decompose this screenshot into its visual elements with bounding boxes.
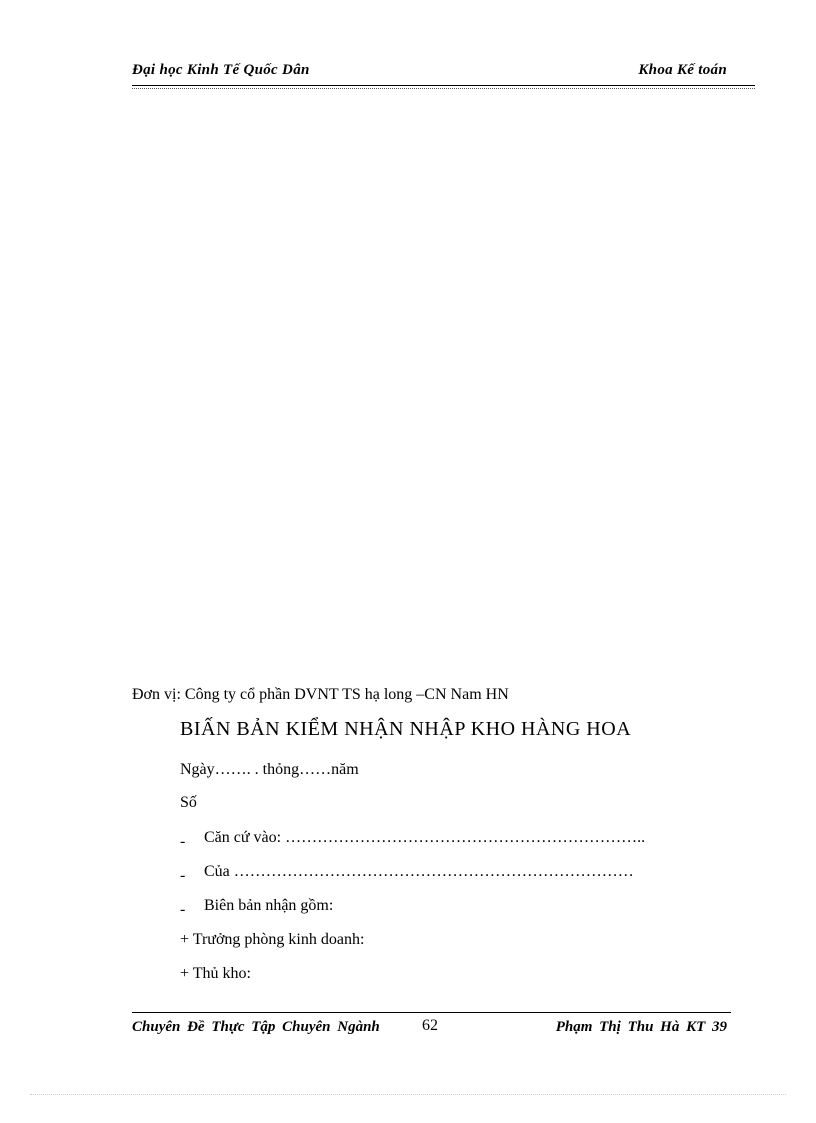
page-header [132, 60, 727, 84]
member-business-head: + Trưởng phòng kinh doanh: [180, 931, 365, 948]
header-dotted-rule [132, 88, 755, 89]
date-line: Ngày……. . thỏng……năm [180, 761, 359, 778]
bullet-mark: - [180, 833, 186, 850]
footer-author: Phạm Thị Thu Hà KT 39 [555, 1019, 727, 1035]
page-footer [132, 1017, 727, 1041]
bullet-text: Của ………………………………………………………………… [204, 863, 634, 880]
bullet-item-basis [180, 829, 646, 850]
bullet-text: Căn cứ vào: ………………………………………………………….. [204, 829, 646, 846]
header-faculty: Khoa Kế toán [638, 62, 727, 78]
header-university: Đại học Kinh Tế Quốc Dân [132, 62, 310, 78]
page-number: 62 [422, 1017, 438, 1034]
number-line: Số [180, 794, 197, 811]
header-rule [132, 85, 755, 86]
page-bottom-edge [30, 1094, 786, 1095]
footer-report-title: Chuyên Đề Thực Tập Chuyên Ngành [132, 1019, 380, 1035]
bullet-mark: - [180, 901, 186, 918]
member-warehouse-keeper: + Thủ kho: [180, 965, 251, 982]
document-title: BIẤN BẢN KIỂM NHẬN NHẬP KHO HÀNG HOA [180, 718, 632, 740]
unit-line: Đơn vị: Công ty cổ phần DVNT TS hạ long –CN Nam HN [132, 686, 509, 703]
bullet-text: Biên bản nhận gồm: [204, 897, 334, 914]
bullet-mark: - [180, 867, 186, 884]
bullet-item-of [180, 863, 634, 884]
footer-rule [132, 1012, 731, 1013]
bullet-item-members [180, 897, 334, 918]
